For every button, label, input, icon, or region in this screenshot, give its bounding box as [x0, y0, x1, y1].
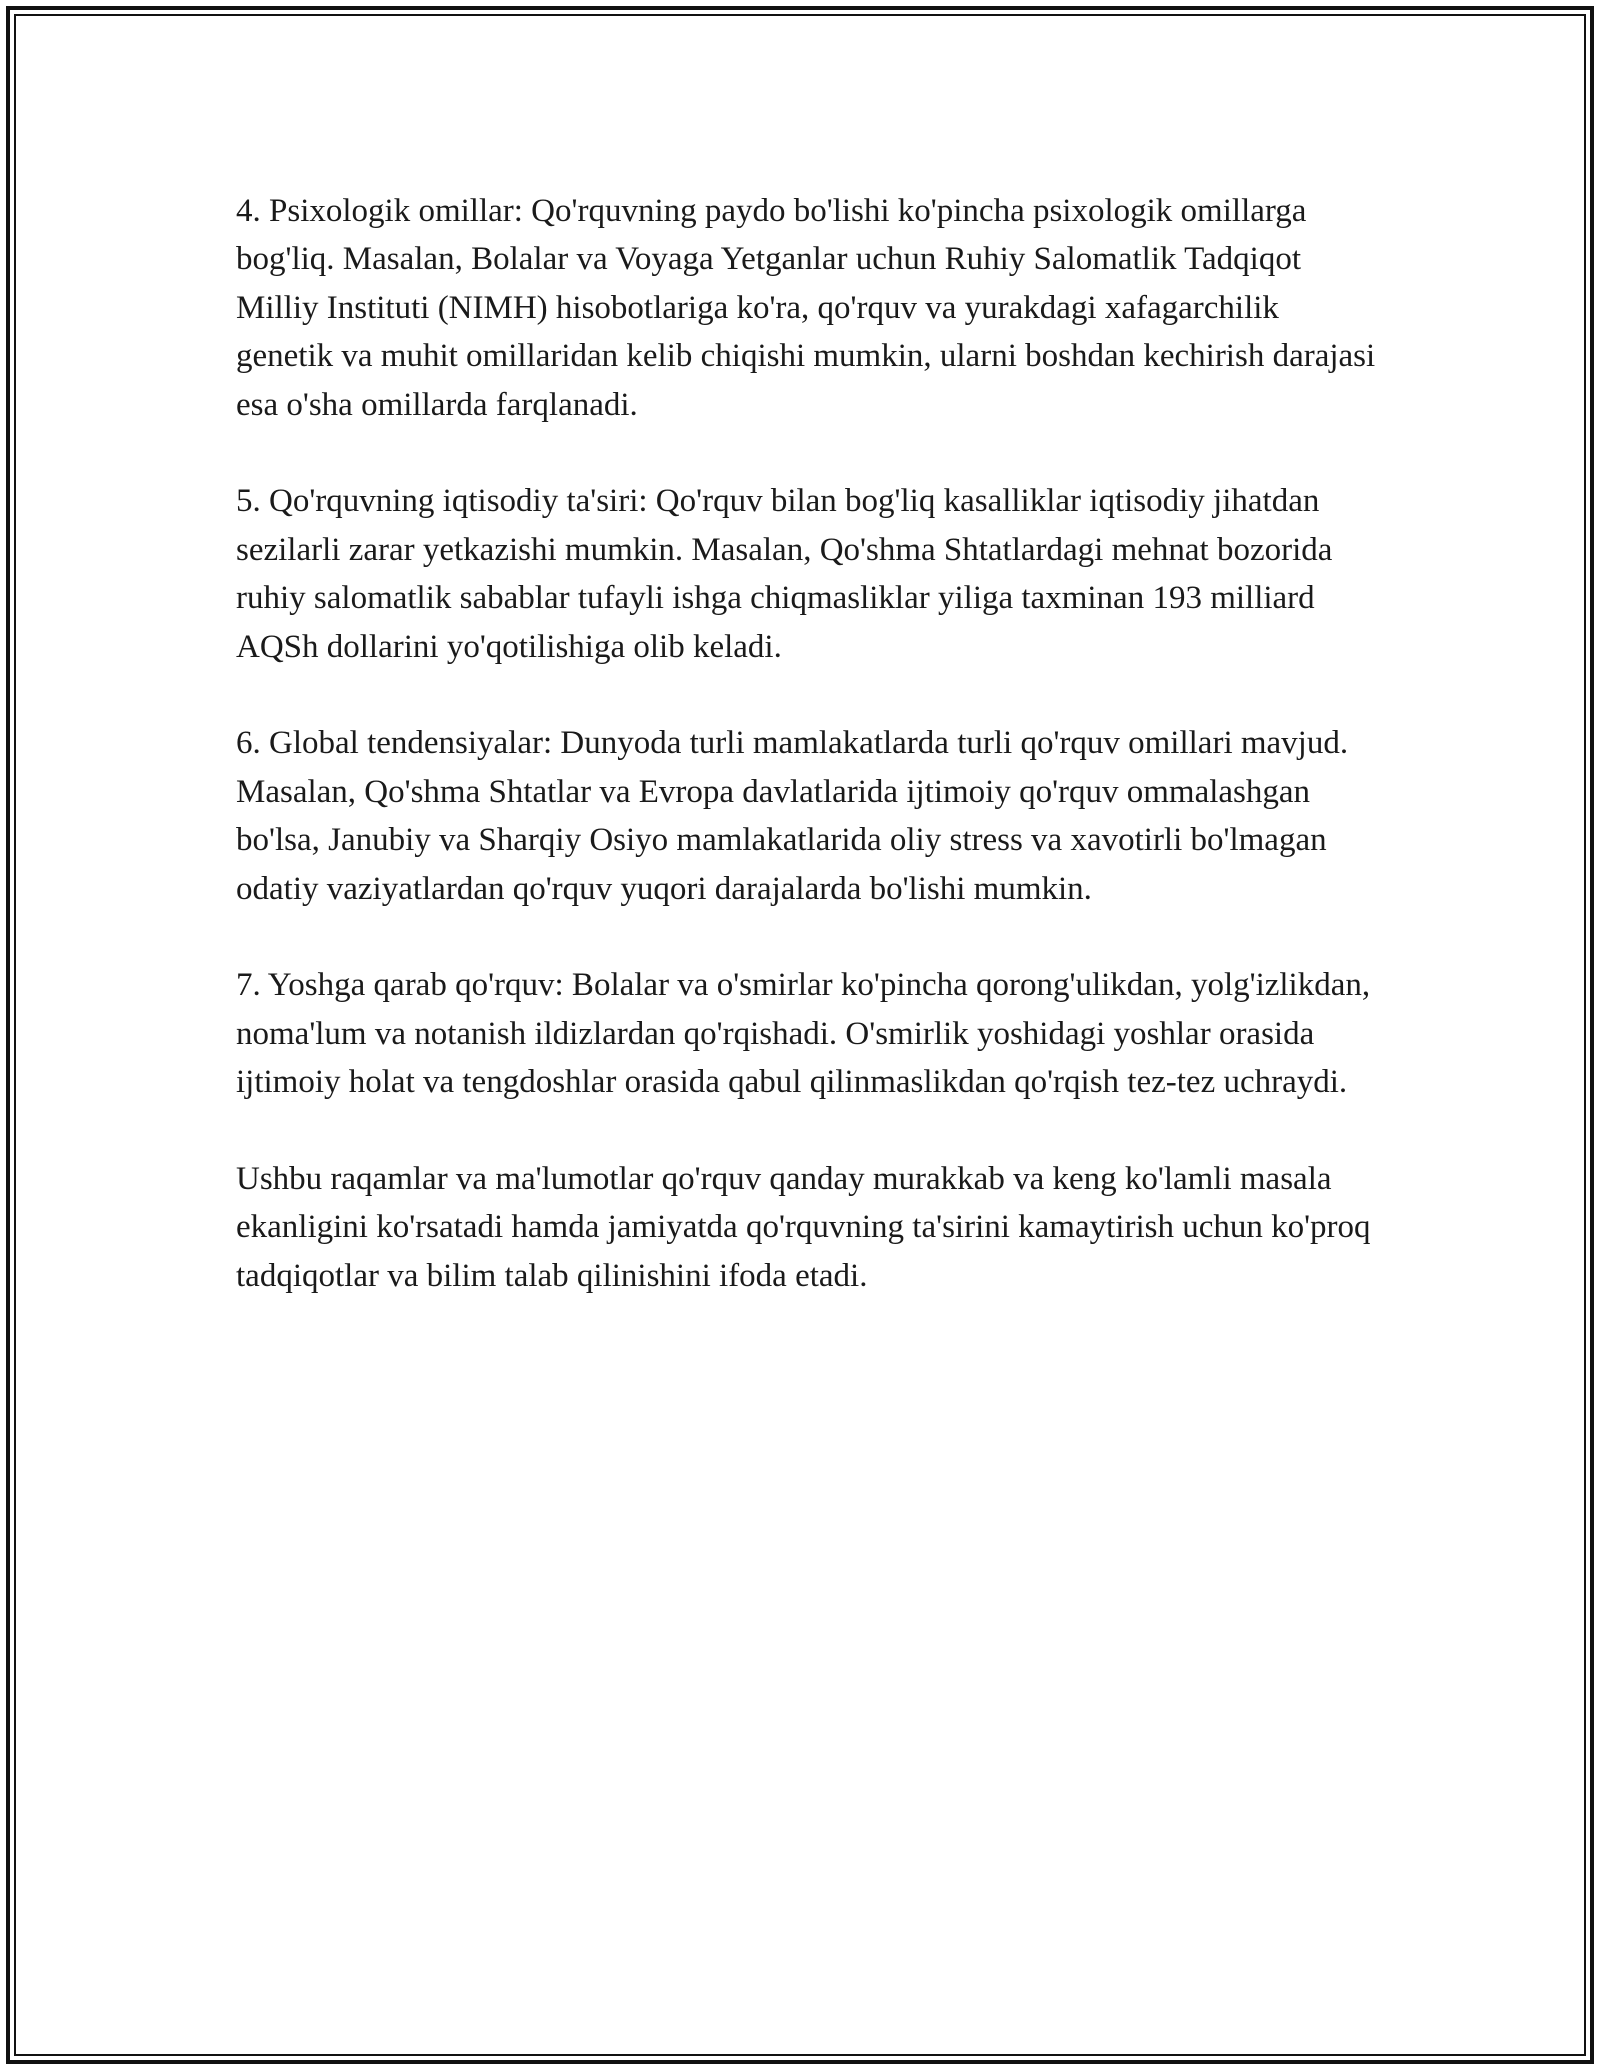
paragraph-age-fears: 7. Yoshga qarab qo'rquv: Bolalar va o'smirlar ko'pincha qorong'ulikdan, yolg'izlikdan, noma'lum va notanish ildizlardan qo'rqishadi. O'smirlik yoshidagi yoshlar orasida ijtimoiy holat va tengdoshlar orasida qabul qilinmaslikdan qo'rqish tez-tez uchraydi.: [236, 967, 1371, 1101]
paragraph-psychological-factors: 4. Psixologik omillar: Qo'rquvning paydo bo'lishi ko'pincha psixologik omillarga bog'liq. Masalan, Bolalar va Voyaga Yetganlar uchun Ruhiy Salomatlik Tadqiqot Milliy Instituti (NIMH) hisobotlariga ko'ra, qo'rquv va yurakdagi xafagarchilik genetik va muhit omillaridan kelib chiqishi mumkin, ularni boshdan kechirish darajasi esa o'sha omillarda farqlanadi.: [236, 193, 1376, 423]
paragraph-conclusion: Ushbu raqamlar va ma'lumotlar qo'rquv qanday murakkab va keng ko'lamli masala ekanligini ko'rsatadi hamda jamiyatda qo'rquvning ta'sirini kamaytirish uchun ko'proq tadqiqotlar va bilim talab qilinishini ifoda etadi.: [236, 1161, 1371, 1294]
document-body: [236, 187, 1376, 1349]
paragraph-global-trends: 6. Global tendensiyalar: Dunyoda turli mamlakatlarda turli qo'rquv omillari mavjud. Masalan, Qo'shma Shtatlar va Evropa davlatlarida ijtimoiy qo'rquv ommalashgan bo'lsa, Janubiy va Sharqiy Osiyo mamlakatlarida oliy stress va xavotirli bo'lmagan odatiy vaziyatlardan qo'rquv yuqori darajalarda bo'lishi mumkin.: [236, 725, 1349, 907]
paragraph-economic-impact: 5. Qo'rquvning iqtisodiy ta'siri: Qo'rquv bilan bog'liq kasalliklar iqtisodiy jihatdan sezilarli zarar yetkazishi mumkin. Masalan, Qo'shma Shtatlardagi mehnat bozorida ruhiy salomatlik sabablar tufayli ishga chiqmasliklar yiliga taxminan 193 milliard AQSh dollarini yo'qotilishiga olib keladi.: [236, 483, 1333, 665]
